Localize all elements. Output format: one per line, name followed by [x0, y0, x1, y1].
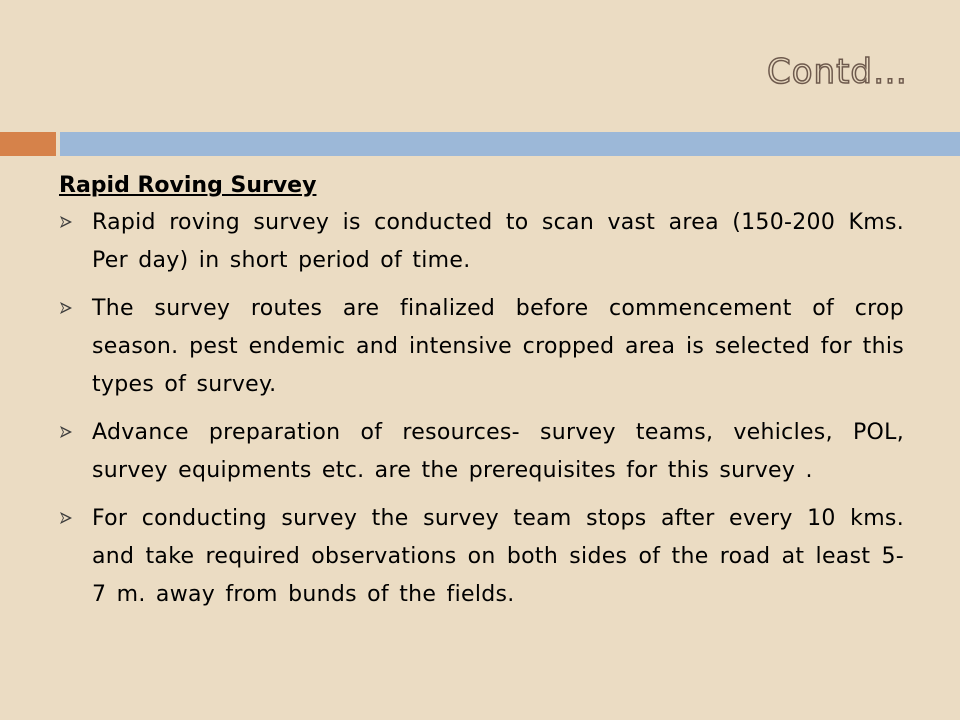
- title-band: [60, 132, 960, 156]
- slide-title: Contd…: [766, 52, 908, 92]
- arrowhead-bullet-icon: [59, 215, 73, 229]
- bullet-item: [59, 500, 904, 614]
- bullet-list: [59, 204, 904, 614]
- arrowhead-bullet-icon: [59, 511, 73, 525]
- bullet-text: Rapid roving survey is conducted to scan vast area (150-200 Kms. Per day) in short period of time.: [92, 210, 904, 273]
- slide-content: [59, 170, 904, 624]
- section-heading: Rapid Roving Survey: [59, 173, 317, 198]
- arrowhead-bullet-icon: [59, 301, 73, 315]
- bullet-text: Advance preparation of resources- survey teams, vehicles, POL, survey equipments etc. are the prerequisites for this survey .: [92, 420, 904, 483]
- bullet-item: [59, 204, 904, 280]
- bullet-text: For conducting survey the survey team stops after every 10 kms. and take required observations on both sides of the road at least 5-7 m. away from bunds of the fields.: [92, 506, 904, 607]
- title-divider-bar: [0, 132, 960, 156]
- title-accent-block: [0, 132, 56, 156]
- bullet-item: [59, 290, 904, 404]
- bullet-text: The survey routes are finalized before commencement of crop season. pest endemic and intensive cropped area is selected for this types of survey.: [92, 296, 904, 397]
- bullet-item: [59, 414, 904, 490]
- arrowhead-bullet-icon: [59, 425, 73, 439]
